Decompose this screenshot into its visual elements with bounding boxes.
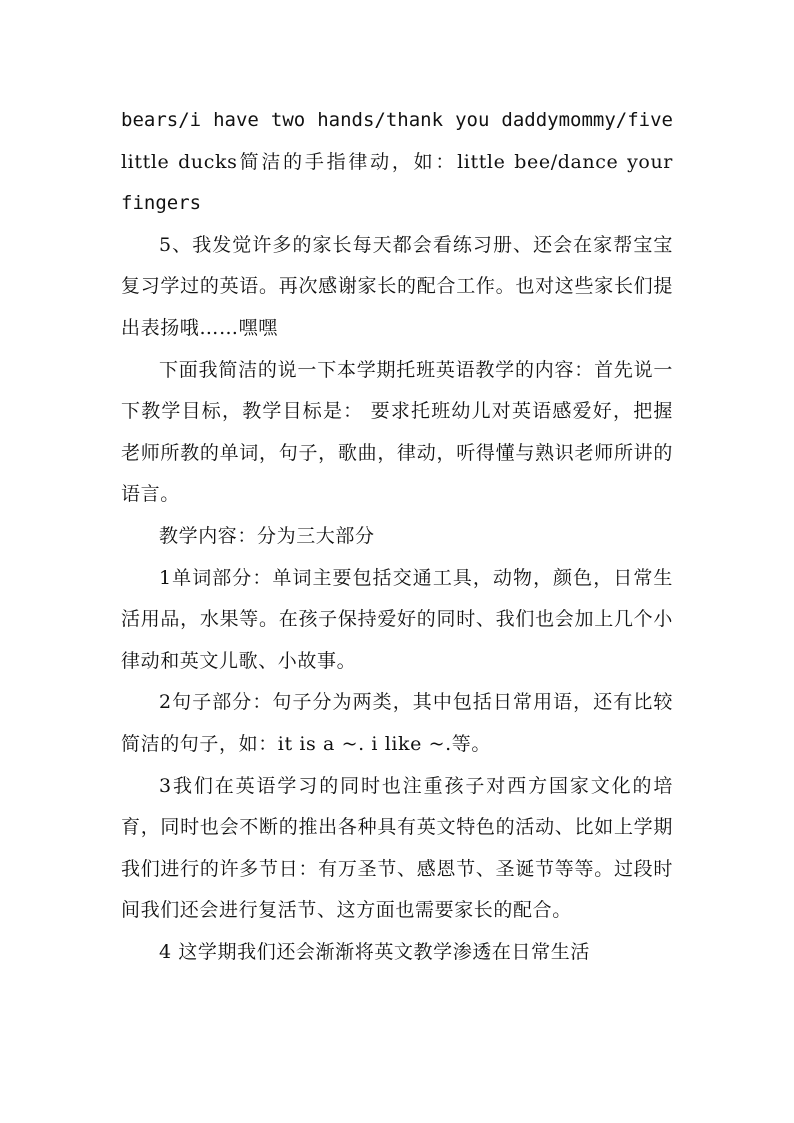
fragment-line-1: bears/i have two hands/thank you daddymommy/five	[121, 109, 673, 131]
document-body	[121, 100, 673, 973]
fragment-line-2: little ducks简洁的手指律动，如：little bee/dance your	[121, 150, 673, 173]
fragment-paragraph	[121, 100, 673, 225]
paragraph-teaching-goals: 下面我简洁的说一下本学期托班英语教学的内容：首先说一下教学目标，教学目标是： 要求托班幼儿对英语感爱好，把握老师所教的单词，句子，歌曲，律动，听得懂与熟识老师所讲的语言。	[121, 358, 673, 506]
fragment-line-3: fingers	[121, 192, 202, 215]
paragraph-parent-appreciation: 5、我发觉许多的家长每天都会看练习册、还会在家帮宝宝复习学过的英语。再次感谢家长的配合工作。也对这些家长们提出表扬哦……嘿嘿	[121, 233, 673, 339]
paragraph-teaching-content-heading: 教学内容：分为三大部分	[159, 524, 375, 547]
paragraph-daily-life-section: 4 这学期我们还会渐渐将英文教学渗透在日常生活	[159, 940, 590, 963]
paragraph-culture-section: 3我们在英语学习的同时也注重孩子对西方国家文化的培育，同时也会不断的推出各种具有英文特色的活动、比如上学期我们进行的许多节日：有万圣节、感恩节、圣诞节等等。过段时间我们还会进行复活节、这方面也需要家长的配合。	[121, 774, 673, 922]
paragraph-vocabulary-section: 1单词部分：单词主要包括交通工具，动物，颜色，日常生活用品，水果等。在孩子保持爱好的同时、我们也会加上几个小律动和英文儿歌、小故事。	[121, 566, 673, 672]
paragraph-sentence-section: 2句子部分：句子分为两类，其中包括日常用语，还有比较简洁的句子，如：it is a ~. i like ~.等。	[121, 691, 673, 755]
